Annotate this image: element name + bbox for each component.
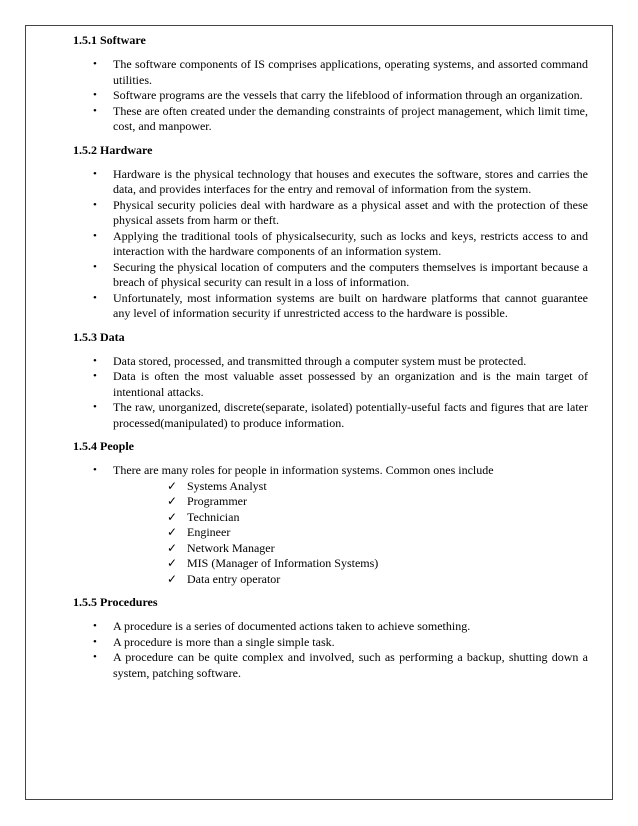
bullet-icon: • bbox=[93, 354, 97, 367]
checkmark-icon: ✓ bbox=[167, 525, 178, 539]
list-item-text: A procedure is a series of documented actions taken to achieve something. bbox=[113, 619, 471, 633]
bullet-list bbox=[73, 354, 588, 432]
role-item bbox=[73, 525, 588, 541]
list-item bbox=[73, 167, 588, 198]
bullet-icon: • bbox=[93, 370, 97, 382]
list-item-text: Hardware is the physical technology that houses and executes the software, stores and carries the data, and provides interfaces for the entry and removal of information from the system. bbox=[113, 166, 588, 196]
bullet-icon: • bbox=[93, 89, 97, 101]
list-item-text: Physical security policies deal with hardware as a physical asset and with the protection of these physical assets from harm or theft. bbox=[113, 197, 588, 227]
list-item bbox=[73, 369, 588, 400]
list-item bbox=[73, 104, 588, 135]
checkmark-icon: ✓ bbox=[167, 571, 178, 586]
role-item bbox=[73, 494, 588, 510]
list-item bbox=[73, 635, 588, 651]
list-item-text: Unfortunately, most information systems are built on hardware platforms that cannot guarantee any level of information security if unrestricted access to the hardware is possible. bbox=[113, 290, 588, 320]
role-item bbox=[73, 510, 588, 526]
list-item-text: The software components of IS comprises applications, operating systems, and assorted command utilities. bbox=[113, 57, 588, 87]
bullet-list bbox=[73, 619, 588, 681]
list-item bbox=[73, 88, 588, 104]
bullet-list bbox=[73, 57, 588, 135]
role-item bbox=[73, 479, 588, 495]
checkmark-icon: ✓ bbox=[167, 556, 178, 570]
role-item bbox=[73, 541, 588, 557]
bullet-icon: • bbox=[93, 401, 97, 413]
list-item-text: The raw, unorganized, discrete(separate, isolated) potentially-useful facts and figures that are later processed(manipulated) to produce information. bbox=[113, 400, 588, 430]
list-item-text: Software programs are the vessels that carry the lifeblood of information through an organization. bbox=[113, 88, 583, 102]
bullet-icon: • bbox=[93, 291, 97, 304]
list-item-text: Applying the traditional tools of physicalsecurity, such as locks and keys, restricts access to and interaction with the hardware components of an information system. bbox=[113, 228, 588, 258]
section-people bbox=[73, 438, 588, 587]
bullet-list bbox=[73, 463, 588, 479]
section-heading: 1.5.3 Data bbox=[73, 329, 125, 344]
list-item bbox=[73, 291, 588, 322]
role-label: Systems Analyst bbox=[187, 478, 267, 493]
section-procedures bbox=[73, 594, 588, 681]
role-label: Technician bbox=[187, 509, 240, 524]
list-item bbox=[73, 463, 588, 479]
bullet-icon: • bbox=[93, 635, 97, 648]
bullet-list bbox=[73, 167, 588, 322]
list-item-text: A procedure is more than a single simple task. bbox=[113, 634, 335, 649]
role-item bbox=[73, 572, 588, 588]
section-data bbox=[73, 329, 588, 432]
list-item-text: Securing the physical location of computers and the computers themselves is important because a breach of physical security can result in a loss of information. bbox=[113, 259, 588, 289]
section-heading: 1.5.4 People bbox=[73, 439, 134, 453]
bullet-icon: • bbox=[93, 58, 97, 70]
list-item bbox=[73, 260, 588, 291]
bullet-icon: • bbox=[93, 229, 97, 242]
list-item bbox=[73, 229, 588, 260]
list-item-text: Data stored, processed, and transmitted through a computer system must be protected. bbox=[113, 353, 527, 368]
checkmark-icon: ✓ bbox=[167, 509, 178, 524]
role-label: MIS (Manager of Information Systems) bbox=[187, 556, 379, 570]
list-item bbox=[73, 650, 588, 681]
list-item bbox=[73, 619, 588, 635]
role-label: Programmer bbox=[187, 494, 247, 508]
checkmark-icon: ✓ bbox=[167, 478, 178, 493]
section-software bbox=[73, 32, 588, 135]
list-item bbox=[73, 354, 588, 370]
bullet-icon: • bbox=[93, 198, 97, 211]
bullet-icon: • bbox=[93, 167, 97, 180]
role-label: Network Manager bbox=[187, 540, 275, 555]
role-label: Data entry operator bbox=[187, 571, 281, 586]
section-heading: 1.5.5 Procedures bbox=[73, 595, 158, 609]
list-item bbox=[73, 400, 588, 431]
role-item bbox=[73, 556, 588, 572]
bullet-icon: • bbox=[93, 620, 97, 632]
list-item-text: Data is often the most valuable asset possessed by an organization and is the main target of intentional attacks. bbox=[113, 369, 588, 399]
section-heading: 1.5.2 Hardware bbox=[73, 142, 153, 157]
section-heading: 1.5.1 Software bbox=[73, 33, 146, 47]
list-item-text: A procedure can be quite complex and involved, such as performing a backup, shutting down a system, patching software. bbox=[113, 650, 588, 680]
bullet-icon: • bbox=[93, 651, 97, 663]
list-item-text: There are many roles for people in information systems. Common ones include bbox=[113, 463, 494, 477]
role-label: Engineer bbox=[187, 525, 231, 539]
document-body bbox=[73, 32, 588, 688]
list-item-text: These are often created under the demanding constraints of project management, which limit time, cost, and manpower. bbox=[113, 103, 588, 133]
checkmark-icon: ✓ bbox=[167, 540, 178, 555]
list-item bbox=[73, 57, 588, 88]
bullet-icon: • bbox=[93, 104, 97, 117]
section-hardware bbox=[73, 142, 588, 322]
list-item bbox=[73, 198, 588, 229]
bullet-icon: • bbox=[93, 464, 97, 476]
checkmark-icon: ✓ bbox=[167, 494, 178, 508]
bullet-icon: • bbox=[93, 260, 97, 273]
roles-checklist bbox=[73, 479, 588, 588]
